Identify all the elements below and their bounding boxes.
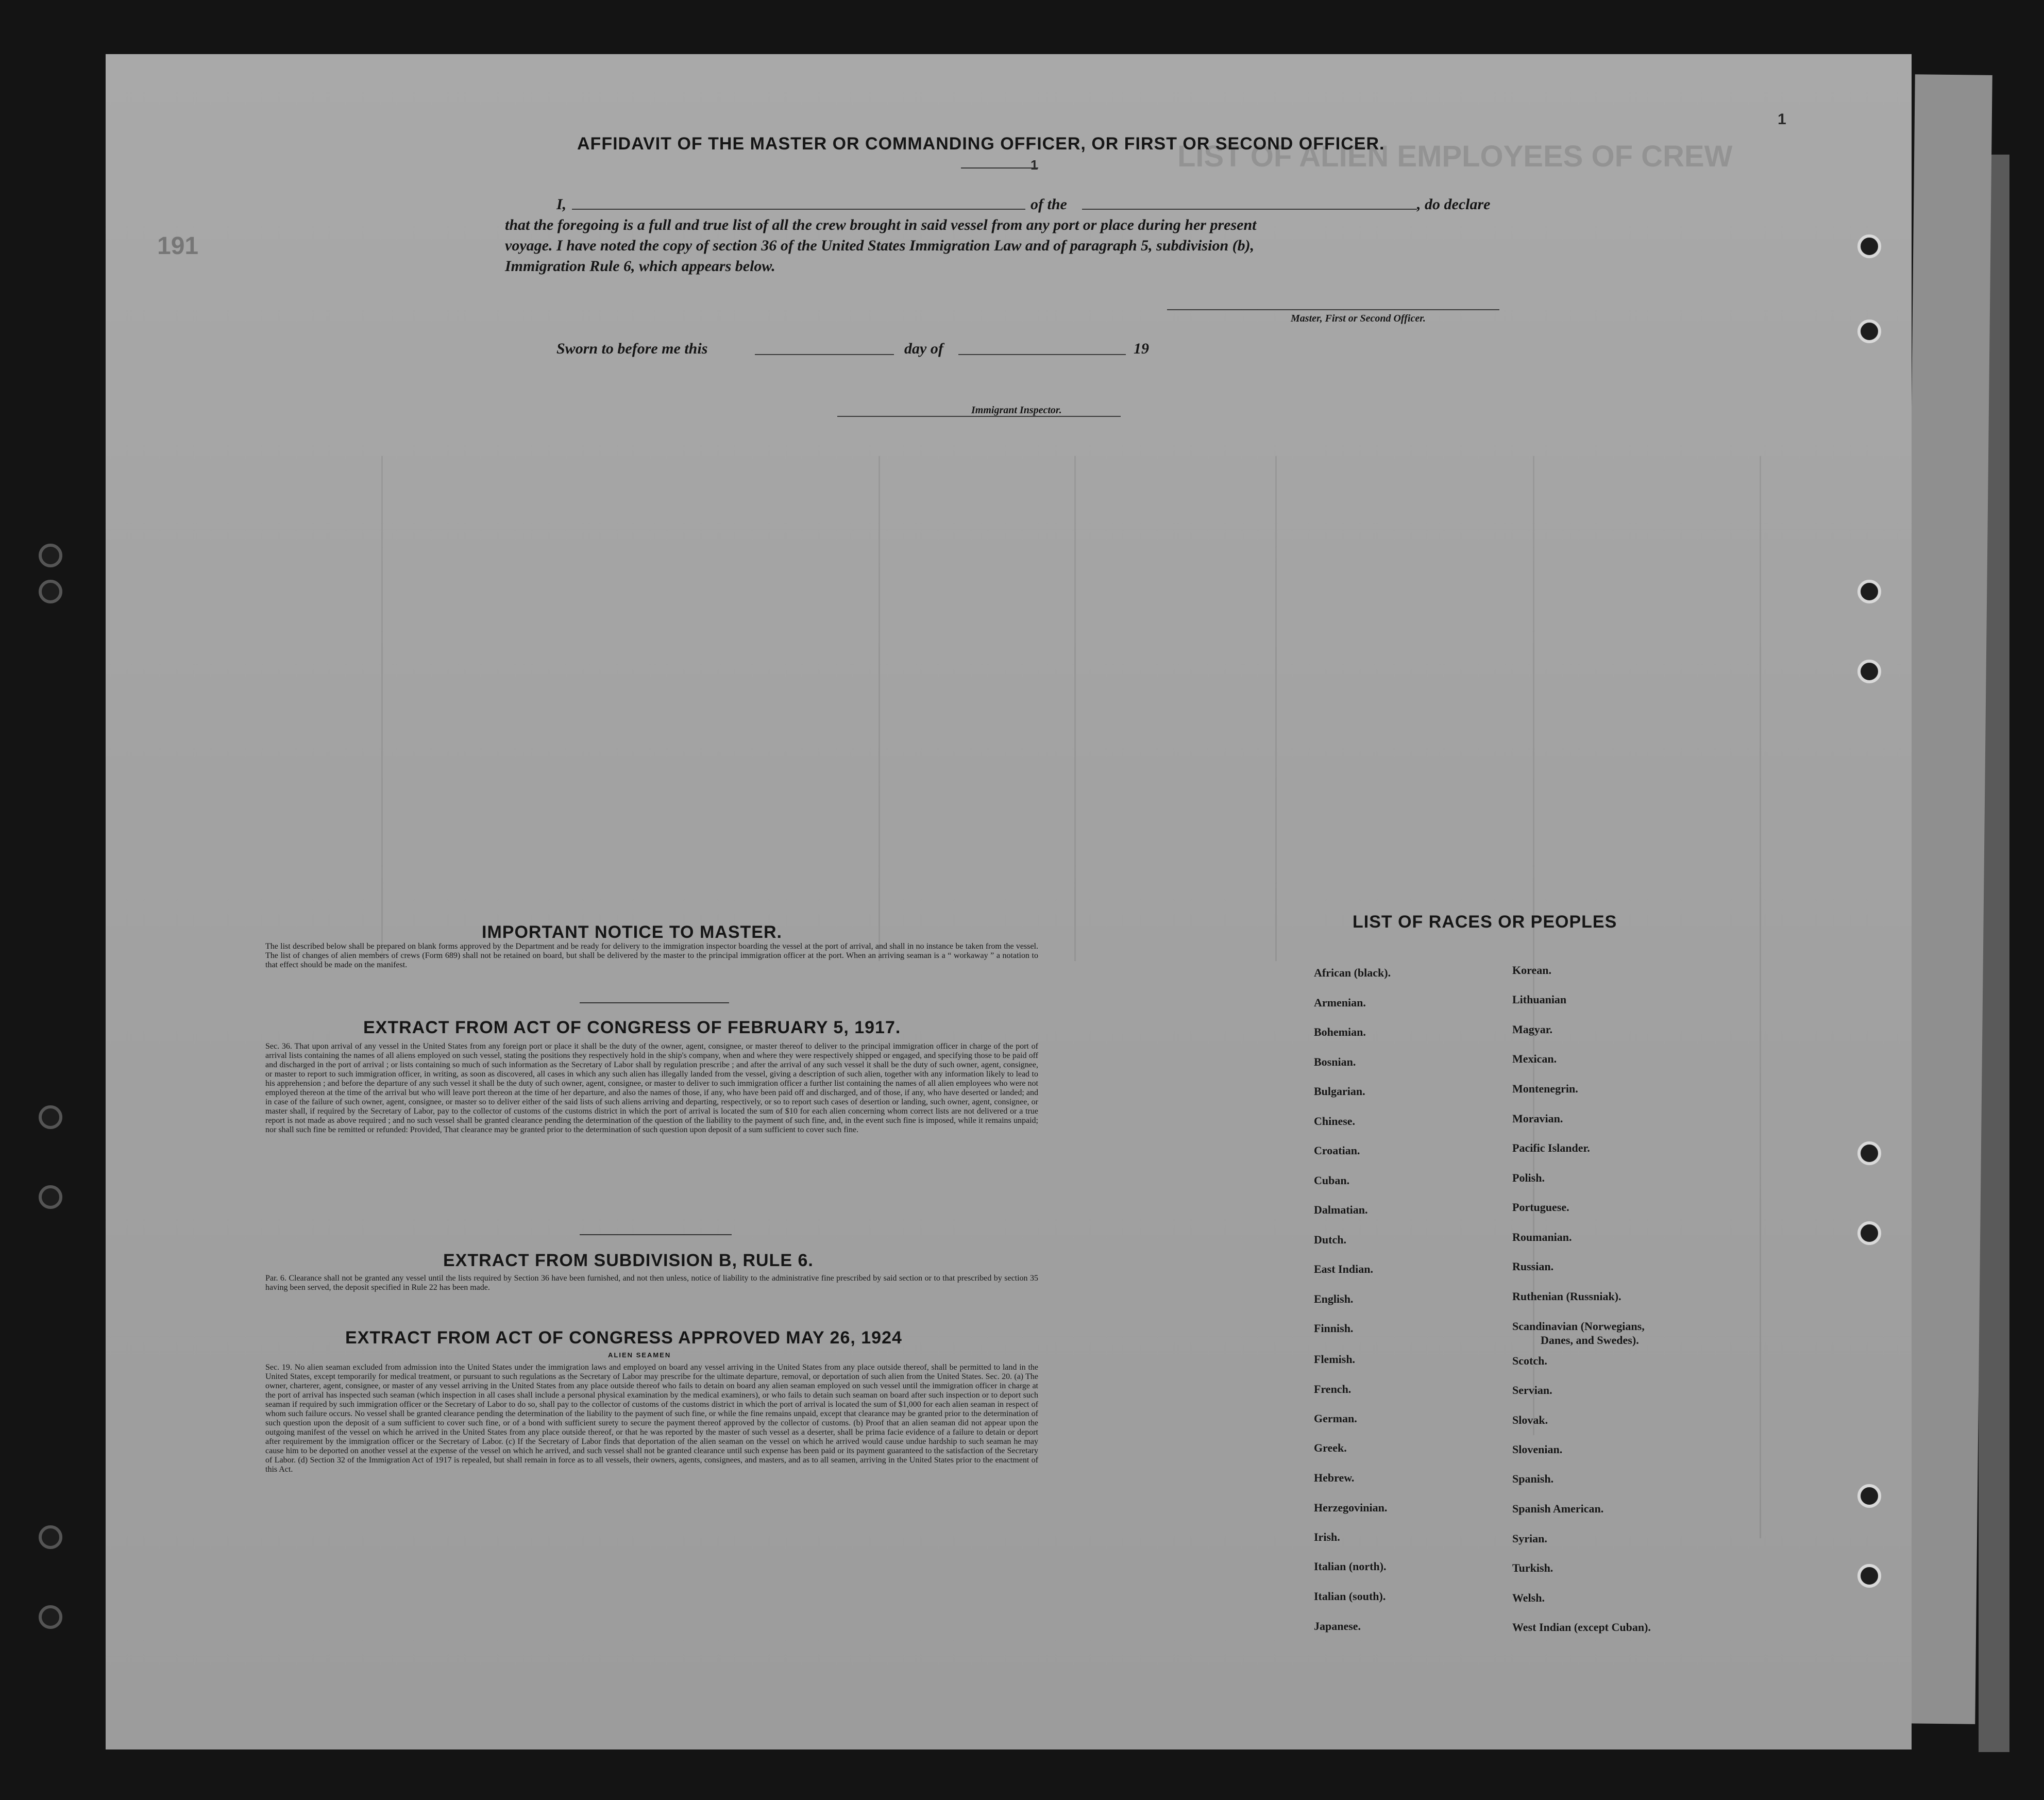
binder-hole <box>1857 1221 1881 1245</box>
race-left-item: French. <box>1314 1383 1352 1395</box>
race-left-item: Armenian. <box>1314 996 1366 1009</box>
affidavit-line1-declare: , do declare <box>1417 196 1491 213</box>
race-right-item: Slovenian. <box>1512 1443 1563 1456</box>
race-right-item: Polish. <box>1512 1171 1545 1184</box>
act1917-rule <box>580 1234 732 1235</box>
race-right-item: Mexican. <box>1512 1052 1557 1065</box>
binder-hole <box>39 1105 62 1129</box>
race-right-item: Spanish. <box>1512 1472 1554 1485</box>
binder-hole <box>39 1605 62 1629</box>
binder-hole <box>1857 234 1881 258</box>
sworn-text: Sworn to before me this <box>556 340 708 357</box>
race-left-item: Flemish. <box>1314 1353 1356 1366</box>
race-left-item: German. <box>1314 1412 1357 1425</box>
race-left-item: Croatian. <box>1314 1144 1360 1157</box>
race-right-item: Scotch. <box>1512 1354 1547 1367</box>
race-right-item: Ruthenian (Russniak). <box>1512 1290 1621 1303</box>
act1917-text: Sec. 36. That upon arrival of any vessel in the United States from any foreign port or place it shall be the duty of the owner, agent, consignee, or master thereof to deliver to the principal immigration officer in charge of the port of arrival lists containing the names of all aliens employed on such vessel, stating the positions they respectively hold in the ship's company, when and where they were respectively shipped or engaged, and specifying those to be paid off and discharged in the port of arrival ; or lists containing so much of such information as the Secretary of Labor shall by regulation prescribe ; and after the arrival of any such vessel it shall be the duty of such owner, agent, consignee, or master to report to such immigration officer, in writing, as soon as discovered, all cases in which any such alien has illegally landed from the vessel, giving a description of such alien, together with any information likely to lead to his apprehension ; and before the departure of any such vessel it shall be the duty of such owner, agent, consignee, or master to deliver to such immigration officer a further list containing the names of all alien employees who were not employed thereon at the time of the arrival but who will leave port thereon at the time of her departure, and also the names of those, if any, who have been paid off and discharged, and of those, if any, who have deserted or landed; and in case of the failure of such owner, agent, consignee, or master so to deliver either of the said lists of such aliens arriving and departing, respectively, or so to report such cases of desertion or landing, such owner, agent, consignee, or master shall, if required by the Secretary of Labor, pay to the collector of customs of the customs district in which the port of arrival is located the sum of $10 for each alien concerning whom correct lists are not delivered or a true report is not made as above required ; and no such vessel shall be granted clearance pending the determination of the question of the liability to the payment of such fine, and, in the event such fine is imposed, while it remains unpaid; nor shall such fine be remitted or refunded: Provided, That clearance may be granted prior to the determination of such question upon deposit of a sum sufficient to cover such fine. <box>265 1042 1038 1134</box>
ghost-column-line <box>1760 456 1761 1538</box>
tick-mark: 1 <box>1031 157 1038 173</box>
race-left-item: Finnish. <box>1314 1322 1354 1335</box>
race-right-item: Scandinavian (Norwegians, <box>1512 1320 1645 1333</box>
document-page <box>106 54 1912 1749</box>
master-name-blank <box>572 209 1025 210</box>
race-left-item: English. <box>1314 1292 1354 1305</box>
binder-hole <box>39 580 62 603</box>
race-right-item: Magyar. <box>1512 1023 1553 1036</box>
race-left-item: East Indian. <box>1314 1263 1373 1275</box>
ghost-column-line <box>1074 456 1076 961</box>
race-right-item-cont: Danes, and Swedes). <box>1541 1334 1639 1347</box>
race-left-item: Irish. <box>1314 1530 1340 1543</box>
sworn-day-of: day of <box>904 340 943 357</box>
affidavit-line1-i: I, <box>556 196 567 213</box>
race-left-item: Herzegovinian. <box>1314 1501 1388 1514</box>
ghost-column-line <box>1275 456 1277 961</box>
rule6-title: EXTRACT FROM SUBDIVISION B, RULE 6. <box>443 1251 814 1270</box>
binder-hole <box>1857 319 1881 343</box>
race-right-item: Roumanian. <box>1512 1231 1572 1243</box>
binder-hole <box>1857 660 1881 683</box>
race-right-item: Syrian. <box>1512 1532 1547 1545</box>
ghost-column-line <box>1533 456 1534 1435</box>
binder-hole <box>1857 580 1881 603</box>
binder-hole <box>39 544 62 567</box>
act1917-title: EXTRACT FROM ACT OF CONGRESS OF FEBRUARY 5, 1917. <box>363 1018 901 1037</box>
race-right-item: West Indian (except Cuban). <box>1512 1621 1651 1634</box>
master-signature-blank <box>1167 309 1499 310</box>
race-left-item: Chinese. <box>1314 1115 1356 1128</box>
rule6-text: Par. 6. Clearance shall not be granted any vessel until the lists required by Section 36 have been furnished, and not then unless, notice of liability to the administrative fine prescribed by said section or to that prescribed by section 35 having been served, the deposit specified in Rule 22 has been made. <box>265 1274 1038 1292</box>
race-left-item: Japanese. <box>1314 1620 1361 1633</box>
race-left-item: Italian (north). <box>1314 1560 1387 1573</box>
affidavit-title-rule <box>961 167 1038 169</box>
race-left-item: Dalmatian. <box>1314 1203 1368 1216</box>
race-right-item: Lithuanian <box>1512 993 1567 1006</box>
race-left-item: Bulgarian. <box>1314 1085 1365 1098</box>
race-right-item: Montenegrin. <box>1512 1082 1578 1095</box>
affidavit-title: AFFIDAVIT OF THE MASTER OR COMMANDING OFFICER, OR FIRST OR SECOND OFFICER. <box>577 134 1385 154</box>
race-right-item: Pacific Islander. <box>1512 1141 1590 1154</box>
binder-hole <box>1857 1564 1881 1588</box>
race-right-item: Welsh. <box>1512 1591 1545 1604</box>
races-title: LIST OF RACES OR PEOPLES <box>1353 912 1617 932</box>
race-left-item: African (black). <box>1314 966 1391 979</box>
master-signature-label: Master, First or Second Officer. <box>1291 313 1426 324</box>
race-left-item: Bohemian. <box>1314 1025 1366 1038</box>
race-right-item: Korean. <box>1512 964 1551 977</box>
race-left-item: Italian (south). <box>1314 1590 1386 1603</box>
race-right-item: Moravian. <box>1512 1112 1563 1125</box>
affidavit-line4: Immigration Rule 6, which appears below. <box>505 258 775 275</box>
binder-hole <box>1857 1141 1881 1165</box>
race-right-item: Servian. <box>1512 1384 1552 1397</box>
act1924-subtitle: ALIEN SEAMEN <box>608 1351 671 1359</box>
affidavit-line1-of: of the <box>1031 196 1067 213</box>
race-left-item: Hebrew. <box>1314 1471 1355 1484</box>
ghost-bleedthrough: LIST OF ALIEN EMPLOYEES OF CREW <box>1177 140 1733 173</box>
binder-hole <box>1857 1484 1881 1508</box>
sworn-year: 19 <box>1134 340 1149 357</box>
inspector-label: Immigrant Inspector. <box>971 405 1062 416</box>
race-left-item: Greek. <box>1314 1441 1347 1454</box>
race-right-item: Slovak. <box>1512 1414 1548 1426</box>
vessel-name-blank <box>1082 209 1417 210</box>
notice-text: The list described below shall be prepared on blank forms approved by the Department and be ready for delivery to the immigration inspector boarding the vessel at the port of arrival, and shall in no instance be taken from the vessel. The list of changes of alien members of crews (Form 689) shall not be retained on board, but shall be delivered by the master to the principal immigration officer at the port. When an arriving seaman is a “ workaway ” a notation to that effect should be made on the manifest. <box>265 942 1038 969</box>
race-right-item: Portuguese. <box>1512 1201 1569 1214</box>
act1924-text: Sec. 19. No alien seaman excluded from admission into the United States under the immigration laws and employed on board any vessel arriving in the United States from any place outside thereof, shall be permitted to land in the United States, except temporarily for medical treatment, or pursuant to such regulations as the Secretary of Labor may prescribe for the ultimate departure, removal, or deportation of such alien from the United States. Sec. 20. (a) The owner, charterer, agent, consignee, or master of any vessel arriving in the United States from any place outside thereof who fails to detain on board any alien seaman employed on such vessel until the immigration officer in charge at the port of arrival has inspected such seaman (which inspection in all cases shall include a personal physical examination by the medical examiners), or who fails to detain such seaman on board after such inspection or to deport such seaman if required by such immigration officer or the Secretary of Labor to do so, shall pay to the collector of customs of the customs district in which the port of arrival is located the sum of $1,000 for each alien seaman in respect of whom such failure occurs. No vessel shall be granted clearance pending the determination of the liability to the payment of such fine, or while the fine remains unpaid, except that clearance may be granted prior to the determination of such question upon the deposit of a sum sufficient to cover such fine, or of a bond with sufficient surety to secure the payment thereof approved by the collector of customs. (b) Proof that an alien seaman did not appear upon the outgoing manifest of the vessel on which he arrived in the United States from any place outside thereof, or that he was reported by the master of such vessel as a deserter, shall be prima facie evidence of a failure to detain or deport after requirement by the immigration officer or the Secretary of Labor. (c) If the Secretary of Labor finds that deportation of the alien seaman on the vessel on which he arrived would cause undue hardship to such seaman he may cause him to be deported on another vessel at the expense of the vessel on which he arrived, and such vessel shall not be granted clearance until such expense has been paid or its payment guaranteed to the satisfaction of the Secretary of Labor. (d) Section 32 of the Immigration Act of 1917 is repealed, but shall remain in force as to all vessels, their owners, agents, consignees, and masters, and as to all seamen, arriving in the United States prior to the enactment of this Act. <box>265 1363 1038 1474</box>
ghost-bleedthrough: 191 <box>157 232 199 260</box>
race-right-item: Russian. <box>1512 1260 1554 1273</box>
affidavit-line2: that the foregoing is a full and true list of all the crew brought in said vessel from any port or place during her present <box>505 216 1257 233</box>
race-left-item: Cuban. <box>1314 1174 1350 1187</box>
page-number: 1 <box>1778 111 1786 128</box>
ghost-column-line <box>381 456 383 961</box>
notice-rule <box>580 1002 729 1003</box>
race-left-item: Bosnian. <box>1314 1055 1356 1068</box>
race-right-item: Spanish American. <box>1512 1502 1604 1515</box>
race-right-item: Turkish. <box>1512 1561 1553 1574</box>
sworn-day-blank <box>755 354 894 355</box>
ghost-column-line <box>879 456 880 961</box>
affidavit-line3: voyage. I have noted the copy of section 36 of the United States Immigration Law and of paragraph 5, subdivision (b), <box>505 237 1255 254</box>
binder-hole <box>39 1525 62 1549</box>
act1924-title: EXTRACT FROM ACT OF CONGRESS APPROVED MAY 26, 1924 <box>345 1328 902 1348</box>
race-left-item: Dutch. <box>1314 1233 1346 1246</box>
binder-hole <box>39 1185 62 1209</box>
notice-title: IMPORTANT NOTICE TO MASTER. <box>482 922 782 942</box>
sworn-month-blank <box>958 354 1126 355</box>
